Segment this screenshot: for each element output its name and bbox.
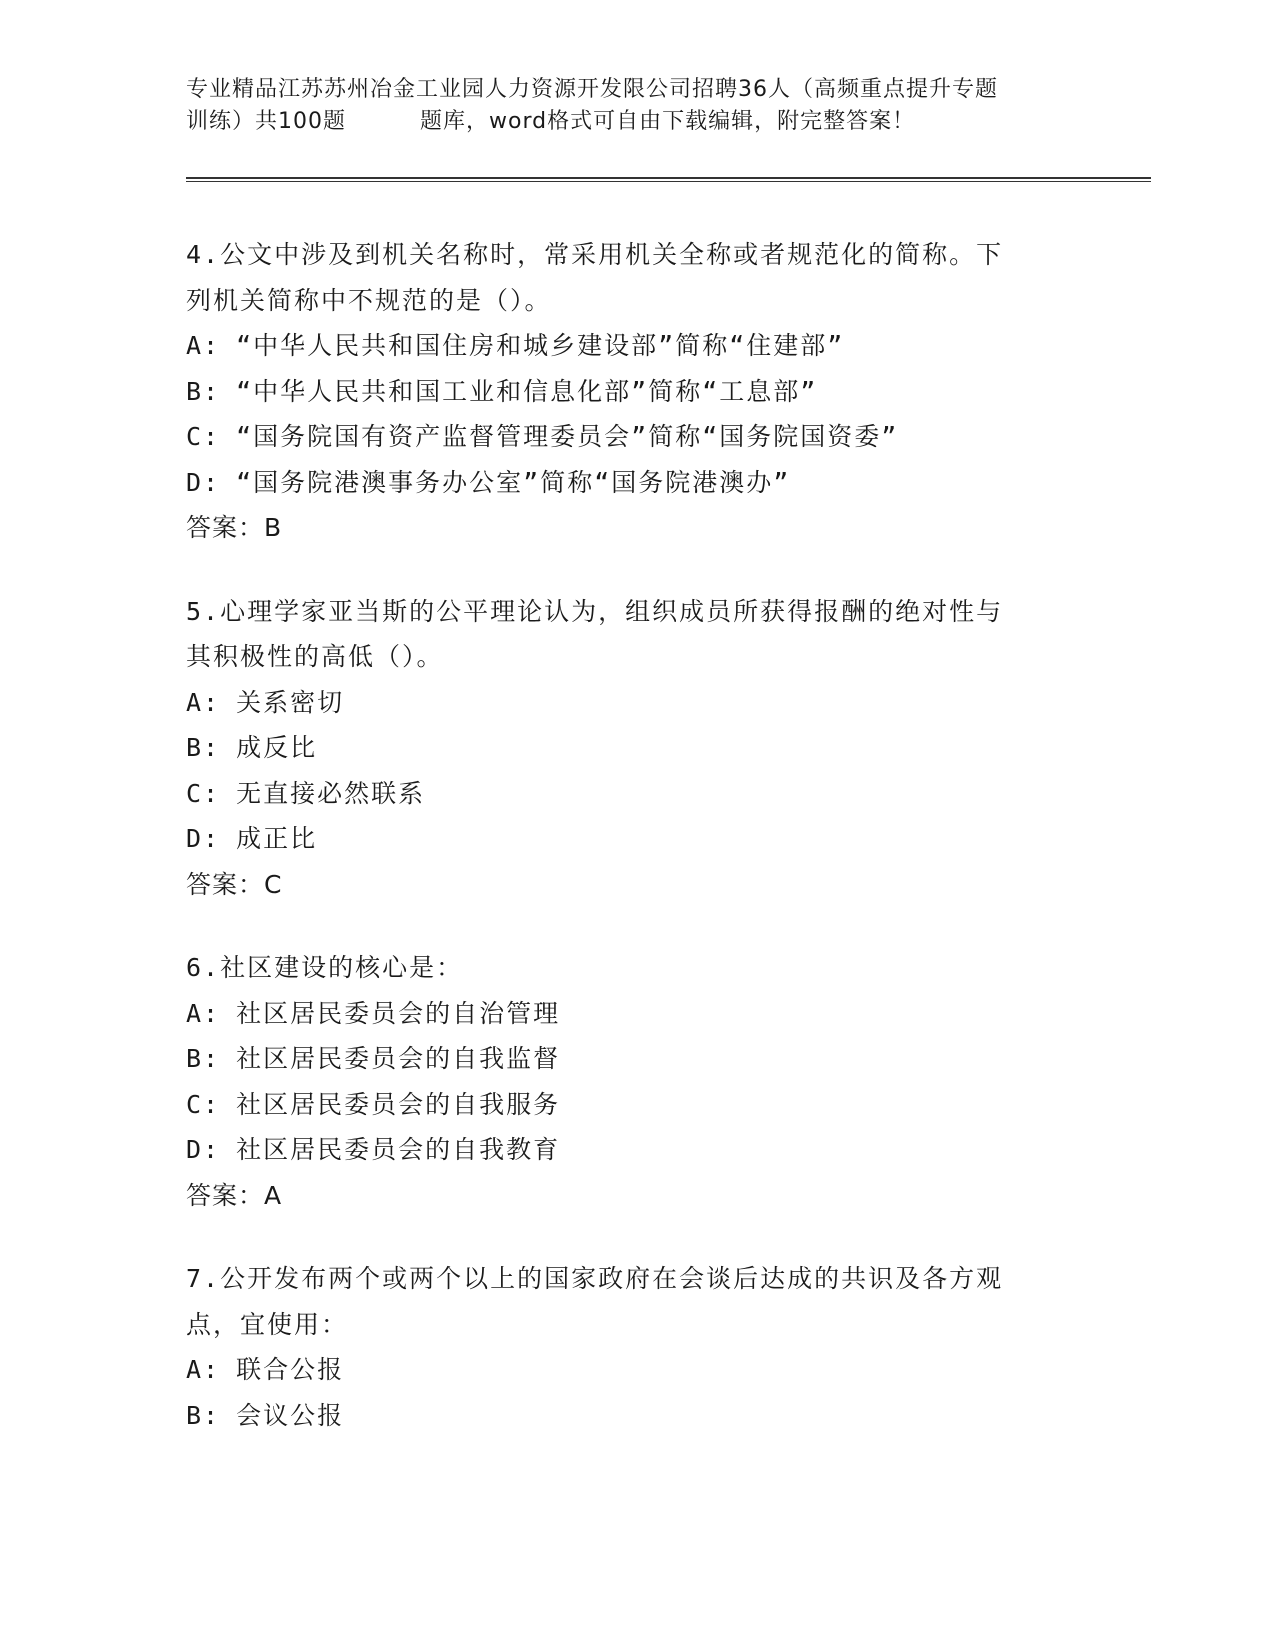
option-letter: B:: [186, 1400, 221, 1430]
option-d: [186, 1127, 1086, 1173]
option-letter: D:: [186, 467, 221, 497]
answer-line: 答案：C: [186, 869, 283, 899]
question-4: [186, 232, 1086, 551]
option-text: 关系密切: [236, 687, 345, 717]
option-text: 社区居民委员会的自治管理: [236, 998, 561, 1028]
header-line-2-part-2: 题库，word格式可自由下载编辑，附完整答案！: [420, 109, 916, 134]
option-text: 会议公报: [236, 1400, 345, 1430]
answer-line: 答案：B: [186, 513, 283, 542]
document-header: [186, 74, 1086, 138]
option-text: “中华人民共和国工业和信息化部”简称“工息部”: [236, 376, 818, 406]
option-c: [186, 1082, 1086, 1128]
question-stem-line: 点，宜使用：: [186, 1309, 349, 1339]
option-text: 社区居民委员会的自我服务: [236, 1089, 561, 1119]
option-b: [186, 369, 1086, 415]
option-letter: D:: [186, 1135, 221, 1164]
option-text: “中华人民共和国住房和城乡建设部”简称“住建部”: [236, 331, 845, 360]
option-text: “国务院港澳事务办公室”简称“国务院港澳办”: [236, 467, 791, 497]
question-stem-line: 7.公开发布两个或两个以上的国家政府在会谈后达成的共识及各方观: [186, 1264, 1004, 1293]
option-letter: A:: [186, 1355, 221, 1384]
question-stem-line: 其积极性的高低（）。: [186, 642, 444, 671]
option-letter: B:: [186, 1044, 221, 1073]
question-5: [186, 589, 1086, 908]
option-text: 成反比: [236, 733, 318, 762]
option-b: [186, 1036, 1086, 1082]
option-d: [186, 460, 1086, 506]
question-7: [186, 1256, 1086, 1438]
option-a: [186, 680, 1086, 726]
header-line-2: [186, 106, 1086, 138]
question-stem-line: 5.心理学家亚当斯的公平理论认为，组织成员所获得报酬的绝对性与: [186, 596, 1004, 626]
option-letter: B:: [186, 376, 221, 406]
option-c: [186, 771, 1086, 817]
question-list: [186, 232, 1086, 1476]
question-stem-line: 4.公文中涉及到机关名称时，常采用机关全称或者规范化的简称。下: [186, 240, 1004, 269]
option-d: [186, 816, 1086, 862]
option-text: 联合公报: [236, 1355, 345, 1384]
header-line-2-part-1: 训练）共100题: [186, 109, 346, 134]
option-letter: A:: [186, 331, 221, 360]
question-6: [186, 945, 1086, 1218]
option-letter: C:: [186, 422, 221, 451]
option-letter: C:: [186, 1089, 221, 1119]
header-divider-thin: [186, 181, 1151, 182]
option-letter: A:: [186, 998, 221, 1028]
option-letter: A:: [186, 687, 221, 717]
option-text: 社区居民委员会的自我教育: [236, 1135, 561, 1164]
question-stem-line: 列机关简称中不规范的是（）。: [186, 285, 552, 315]
option-letter: B:: [186, 733, 221, 762]
option-text: 无直接必然联系: [236, 778, 426, 808]
question-stem-line: 6.社区建设的核心是：: [186, 953, 464, 982]
option-text: 成正比: [236, 824, 318, 853]
option-b: [186, 725, 1086, 771]
option-text: 社区居民委员会的自我监督: [236, 1044, 561, 1073]
option-a: [186, 1347, 1086, 1393]
header-line-1: 专业精品江苏苏州冶金工业园人力资源开发限公司招聘36人（高频重点提升专题: [186, 77, 998, 102]
option-letter: D:: [186, 824, 221, 853]
option-text: “国务院国有资产监督管理委员会”简称“国务院国资委”: [236, 422, 899, 451]
option-b: [186, 1393, 1086, 1439]
option-c: [186, 414, 1086, 460]
option-a: [186, 991, 1086, 1037]
option-letter: C:: [186, 778, 221, 808]
option-a: [186, 323, 1086, 369]
header-divider-thick: [186, 177, 1151, 179]
answer-line: 答案：A: [186, 1180, 283, 1210]
